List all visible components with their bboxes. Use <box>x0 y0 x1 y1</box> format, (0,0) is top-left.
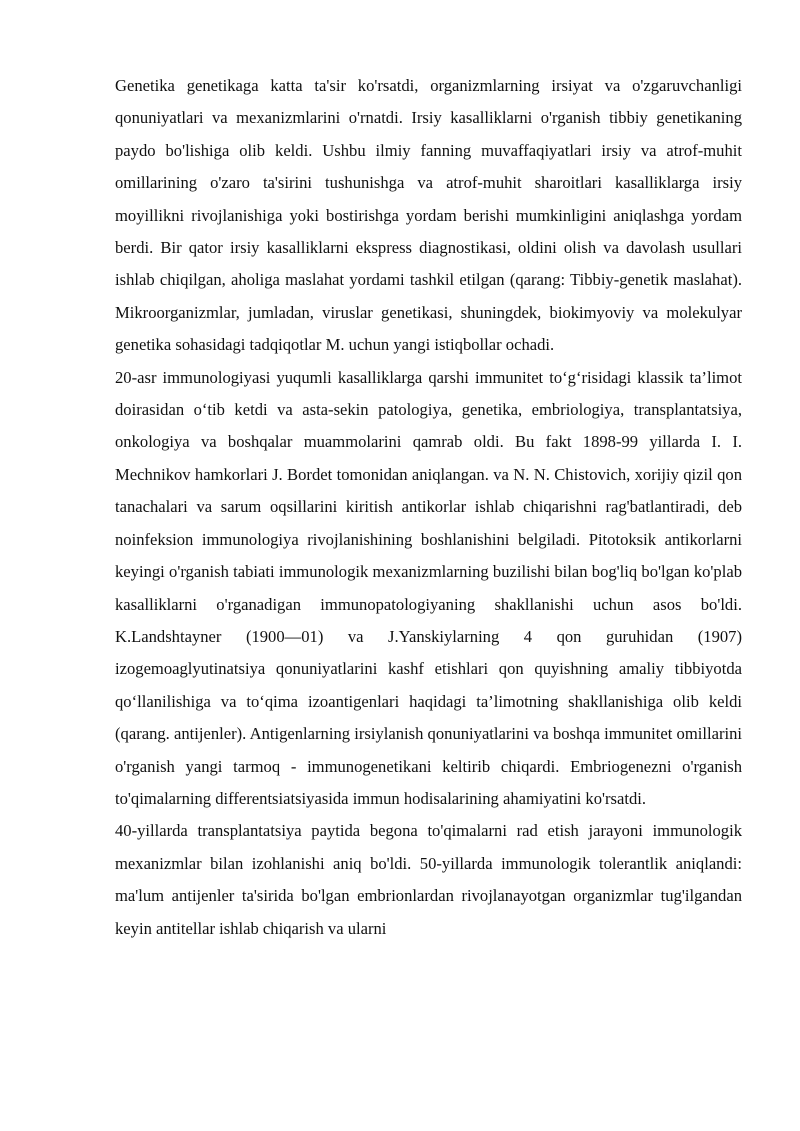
paragraph-genetics: Genetika genetikaga katta ta'sir ko'rsatdi, organizmlarning irsiyat va o'zgaruvchanligi qonuniyatlari va mexanizmlarini o'rnatdi. Irsiy kasalliklarni o'rganish tibbiy genetikaning paydo bo'lishiga olib keldi. Ushbu ilmiy fanning muvaffaqiyatlari irsiy va atrof-muhit omillarining o'zaro ta'sirini tushunishga va atrof-muhit sharoitlari kasalliklarga irsiy moyillikni rivojlanishiga yoki bostirishga yordam berishi mumkinligini aniqlashga yordam berdi. Bir qator irsiy kasalliklarni ekspress diagnostikasi, oldini olish va davolash usullari ishlab chiqilgan, aholiga maslahat yordami tashkil etilgan (qarang: Tibbiy-genetik maslahat). Mikroorganizmlar, jumladan, viruslar genetikasi, shuningdek, biokimyoviy va molekulyar genetika sohasidagi tadqiqotlar M. uchun yangi istiqbollar ochadi. <box>115 76 742 355</box>
paragraph-transplantation-40s: 40-yillarda transplantatsiya paytida begona to'qimalarni rad etish jarayoni immunologik mexanizmlar bilan izohlanishi aniq bo'ldi. 50-yillarda immunologik tolerantlik aniqlandi: ma'lum antijenler ta'sirida bo'lgan embrionlardan rivojlanayotgan organizmlar tug'ilgandan keyin antitellar ishlab chiqarish va ularni <box>115 821 742 938</box>
paragraph-immunology-20th-century: 20-asr immunologiyasi yuqumli kasalliklarga qarshi immunitet to‘g‘risidagi klassik ta’limot doirasidan o‘tib ketdi va asta-sekin patologiya, genetika, embriologiya, transplantatsiya, onkologiya va boshqalar muammolarini qamrab oldi. Bu fakt 1898-99 yillarda I. I. Mechnikov hamkorlari J. Bordet tomonidan aniqlangan. va N. N. Chistovich, xorijiy qizil qon tanachalari va sarum oqsillarini kiritish antikorlar ishlab chiqarishni rag'batlantiradi, deb noinfeksion immunologiya rivojlanishining boshlanishini belgiladi. Pitotoksik antikorlarni keyingi o'rganish tabiati immunologik mexanizmlarning buzilishi bilan bog'liq bo'lgan ko'plab kasalliklarni o'rganadigan immunopatologiyaning shakllanishi uchun asos bo'ldi. K.Landshtayner (1900—01) va J.Yanskiylarning 4 qon guruhidan (1907) izogemoaglyutinatsiya qonuniyatlarini kashf etishlari qon quyishning amaliy tibbiyotda qo‘llanilishiga va to‘qima izoantigenlari haqidagi ta’limotning shakllanishiga olib keldi (qarang. antijenler). Antigenlarning irsiylanish qonuniyatlarini va boshqa immunitet omillarini o'rganish yangi tarmoq - immunogenetikani keltirib chiqardi. Embriogenezni o'rganish to'qimalarning differentsiatsiyasida immun hodisalarining ahamiyatini ko'rsatdi. <box>115 367 742 808</box>
